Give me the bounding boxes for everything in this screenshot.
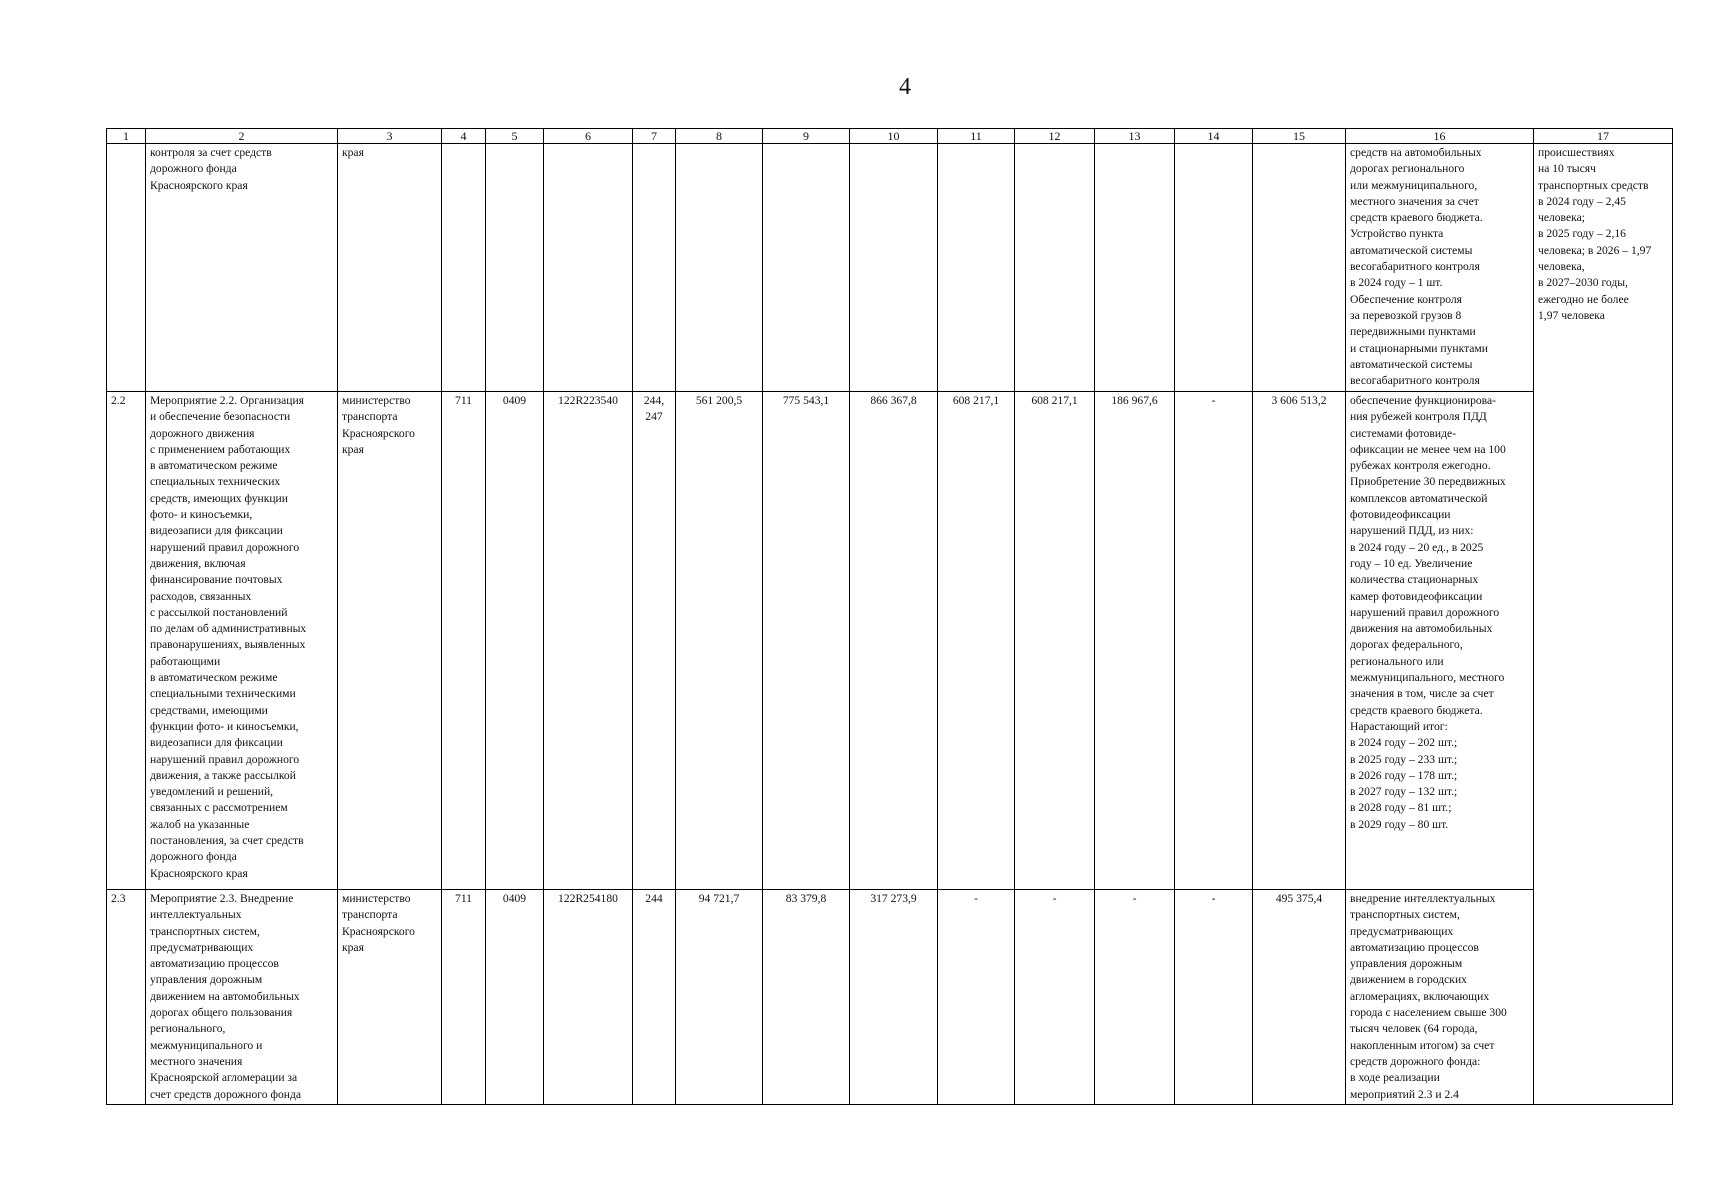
cell-rzpr xyxy=(486,144,544,392)
program-table xyxy=(106,128,1673,1105)
header-row xyxy=(107,129,1673,144)
cell-result: обеспечение функционирова- ния рубежей контроля ПДД системами фотовиде- офиксации не менее чем на 100 рубежах контроля ежегодно. Приобретение 30 передвижных комплексов автоматической фотовидеофиксации нарушений ПДД, из них: в 2024 году – 20 ед., в 2025 году – 10 ед. Увеличение количества стационарных камер фотовидеофиксации нарушений правил дорожного движения на автомобильных дорогах федерального, регионального или межмуниципального, местного значения в том, числе за счет средств краевого бюджета. Нарастающий итог: в 2024 году – 202 шт.; в 2025 году – 233 шт.; в 2026 году – 178 шт.; в 2027 году – 132 шт.; в 2028 году – 81 шт.; в 2029 году – 80 шт. xyxy=(1346,392,1534,890)
cell-amount xyxy=(763,144,850,392)
cell-total xyxy=(1253,144,1346,392)
cell-measure: Мероприятие 2.3. Внедрение интеллектуальных транспортных систем, предусматривающих автоматизацию процессов управления дорожным движением на автомобильных дорогах общего пользования регионального, межмуниципального и местного значения Красноярской агломерации за счет средств дорожного фонда xyxy=(146,890,338,1105)
cell-amount: 608 217,1 xyxy=(1015,392,1095,890)
col-header: 6 xyxy=(544,129,633,144)
col-header: 4 xyxy=(442,129,486,144)
cell-csr: 122R254180 xyxy=(544,890,633,1105)
cell-amount xyxy=(1095,144,1175,392)
cell-amount: 94 721,7 xyxy=(676,890,763,1105)
col-header: 10 xyxy=(850,129,938,144)
cell-amount xyxy=(676,144,763,392)
cell-rzpr: 0409 xyxy=(486,890,544,1105)
cell-amount: 561 200,5 xyxy=(676,392,763,890)
col-header: 15 xyxy=(1253,129,1346,144)
col-header: 16 xyxy=(1346,129,1534,144)
cell-amount xyxy=(1015,144,1095,392)
col-header: 9 xyxy=(763,129,850,144)
cell-total: 3 606 513,2 xyxy=(1253,392,1346,890)
cell-amount xyxy=(850,144,938,392)
cell-amount: 775 543,1 xyxy=(763,392,850,890)
cell-result: внедрение интеллектуальных транспортных систем, предусматривающих автоматизацию процессов управления дорожным движением в городских агломерациях, включающих города с населением свыше 300 тысяч человек (64 города, накопленным итогом) за счет средств дорожного фонда: в ходе реализации мероприятий 2.3 и 2.4 xyxy=(1346,890,1534,1105)
cell-vr: 244, 247 xyxy=(633,392,676,890)
col-header: 11 xyxy=(938,129,1015,144)
cell-number xyxy=(107,144,146,392)
cell-total: 495 375,4 xyxy=(1253,890,1346,1105)
cell-amount: 186 967,6 xyxy=(1095,392,1175,890)
cell-amount: - xyxy=(1015,890,1095,1105)
cell-grbs xyxy=(442,144,486,392)
table-row xyxy=(107,144,1673,392)
col-header: 3 xyxy=(338,129,442,144)
cell-number: 2.2 xyxy=(107,392,146,890)
cell-measure: контроля за счет средств дорожного фонда Красноярского края xyxy=(146,144,338,392)
cell-amount xyxy=(1175,144,1253,392)
cell-result: средств на автомобильных дорогах регионального или межмуниципального, местного значения за счет средств краевого бюджета. Устройство пункта автоматической системы весогабаритного контроля в 2024 году – 1 шт. Обеспечение контроля за перевозкой грузов 8 передвижными пунктами и стационарными пунктами автоматической системы весогабаритного контроля xyxy=(1346,144,1534,392)
cell-amount: 317 273,9 xyxy=(850,890,938,1105)
col-header: 1 xyxy=(107,129,146,144)
cell-number: 2.3 xyxy=(107,890,146,1105)
cell-amount: 608 217,1 xyxy=(938,392,1015,890)
cell-indicator: происшествиях на 10 тысяч транспортных средств в 2024 году – 2,45 человека; в 2025 году – 2,16 человека; в 2026 – 1,97 человека, в 2027–2030 годы, ежегодно не более 1,97 человека xyxy=(1534,144,1673,1105)
col-header: 7 xyxy=(633,129,676,144)
col-header: 5 xyxy=(486,129,544,144)
cell-executor: министерство транспорта Красноярского края xyxy=(338,890,442,1105)
cell-amount: 83 379,8 xyxy=(763,890,850,1105)
col-header: 17 xyxy=(1534,129,1673,144)
cell-executor: края xyxy=(338,144,442,392)
table-row xyxy=(107,890,1673,1105)
cell-amount: - xyxy=(1175,392,1253,890)
page-number: 4 xyxy=(899,74,911,100)
cell-amount: - xyxy=(1095,890,1175,1105)
cell-vr: 244 xyxy=(633,890,676,1105)
cell-amount: 866 367,8 xyxy=(850,392,938,890)
cell-grbs: 711 xyxy=(442,392,486,890)
col-header: 14 xyxy=(1175,129,1253,144)
cell-rzpr: 0409 xyxy=(486,392,544,890)
col-header: 12 xyxy=(1015,129,1095,144)
cell-csr: 122R223540 xyxy=(544,392,633,890)
cell-measure: Мероприятие 2.2. Организация и обеспечение безопасности дорожного движения с применением работающих в автоматическом режиме специальных технических средств, имеющих функции фото- и киносъемки, видеозаписи для фиксации нарушений правил дорожного движения, включая финансирование почтовых расходов, связанных с рассылкой постановлений по делам об административных правонарушениях, выявленных работающими в автоматическом режиме специальными техническими средствами, имеющими функции фото- и киносъемки, видеозаписи для фиксации нарушений правил дорожного движения, а также рассылкой уведомлений и решений, связанных с рассмотрением жалоб на указанные постановления, за счет средств дорожного фонда Красноярского края xyxy=(146,392,338,890)
cell-amount xyxy=(938,144,1015,392)
cell-csr xyxy=(544,144,633,392)
cell-amount: - xyxy=(1175,890,1253,1105)
col-header: 8 xyxy=(676,129,763,144)
col-header: 2 xyxy=(146,129,338,144)
cell-executor: министерство транспорта Красноярского края xyxy=(338,392,442,890)
col-header: 13 xyxy=(1095,129,1175,144)
table-row xyxy=(107,392,1673,890)
cell-vr xyxy=(633,144,676,392)
cell-grbs: 711 xyxy=(442,890,486,1105)
cell-amount: - xyxy=(938,890,1015,1105)
